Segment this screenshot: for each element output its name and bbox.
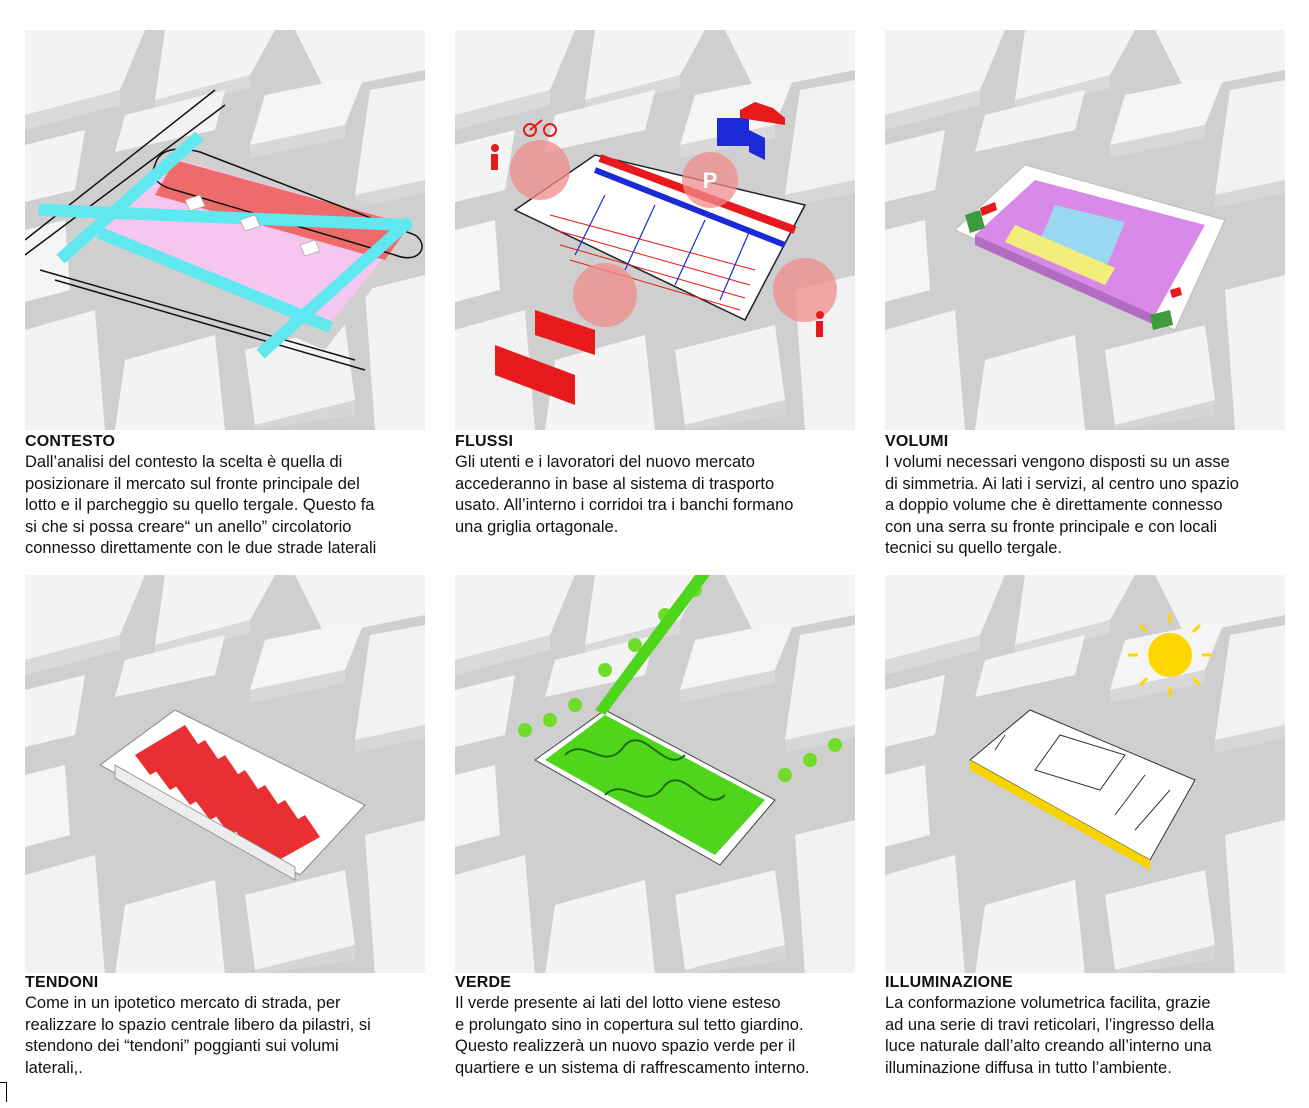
text-line: ad una serie di travi reticolari, l’ingresso della — [885, 1015, 1215, 1034]
tendoni-diagram — [25, 575, 425, 973]
text-line: si che si possa creare“ un anello” circolatorio — [25, 517, 352, 536]
text-line: tecnici su quello tergale. — [885, 539, 1063, 557]
parking-icon: P — [702, 168, 718, 193]
pedestrian-icon — [491, 144, 499, 170]
text-line: posizionare il mercato sul fronte principale del — [25, 474, 360, 493]
text-line: usato. All’interno i corridoi tra i banchi formano — [455, 496, 794, 514]
text-line: una griglia ortagonale. — [455, 517, 619, 536]
illuminazione-caption — [885, 973, 1309, 1079]
text-line: Come in un ipotetico mercato di strada, per — [25, 994, 341, 1012]
text-line: Gli utenti e i lavoratori del nuovo mercato — [455, 453, 755, 471]
tendoni-text — [25, 993, 455, 1079]
text-line: con una serra su fronte principale e con locali — [885, 517, 1218, 536]
contesto-caption — [25, 432, 455, 560]
tendoni-caption — [25, 973, 455, 1079]
illuminazione-diagram — [885, 575, 1285, 973]
text-line: connesso direttamente con le due strade laterali — [25, 539, 377, 557]
text-line: La conformazione volumetrica facilita, grazie — [885, 994, 1211, 1012]
text-line: stendono dei “tendoni” poggianti sui volumi — [25, 1037, 339, 1055]
text-line: Dall’analisi del contesto la scelta è quella di — [25, 453, 343, 471]
text-line: di simmetria. Ai lati i servizi, al centro uno spazio — [885, 474, 1239, 493]
text-line: accederanno in base al sistema di trasporto — [455, 474, 775, 493]
verde-caption — [455, 973, 885, 1079]
illuminazione-title: ILLUMINAZIONE — [885, 974, 1013, 991]
flussi-title: FLUSSI — [455, 433, 514, 450]
contesto-text — [25, 452, 455, 560]
volumi-caption — [885, 432, 1309, 560]
text-line: laterali,. — [25, 1058, 83, 1077]
volumi-title: VOLUMI — [885, 433, 949, 450]
crop-mark — [6, 1082, 23, 1102]
text-line: Questo realizzerà un nuovo spazio verde per il — [455, 1037, 796, 1055]
text-line: I volumi necessari vengono disposti su un asse — [885, 453, 1230, 471]
text-line: illuminazione diffusa in tutto l’ambiente. — [885, 1058, 1172, 1077]
text-line: luce naturale dall’alto creando all’interno una — [885, 1037, 1212, 1055]
volumi-text — [885, 452, 1309, 560]
contesto-diagram — [25, 30, 425, 430]
verde-title: VERDE — [455, 974, 512, 991]
text-line: Il verde presente ai lati del lotto viene esteso — [455, 994, 781, 1012]
text-line: realizzare lo spazio centrale libero da pilastri, si — [25, 1015, 371, 1034]
flussi-text — [455, 452, 885, 538]
volumi-diagram — [885, 30, 1285, 430]
tendoni-title: TENDONI — [25, 974, 99, 991]
flussi-caption — [455, 432, 885, 538]
pedestrian-icon — [816, 311, 824, 337]
text-line: e prolungato sino in copertura sul tetto giardino. — [455, 1015, 804, 1034]
verde-text — [455, 993, 885, 1079]
text-line: quartiere e un sistema di raffrescamento interno. — [455, 1058, 810, 1077]
text-line: a doppio volume che è direttamente connesso — [885, 496, 1223, 514]
text-line: lotto e il parcheggio su quello tergale. Questo fa — [25, 496, 375, 514]
illuminazione-text — [885, 993, 1309, 1079]
flussi-diagram — [455, 30, 855, 430]
contesto-title: CONTESTO — [25, 433, 116, 450]
verde-diagram — [455, 575, 855, 973]
